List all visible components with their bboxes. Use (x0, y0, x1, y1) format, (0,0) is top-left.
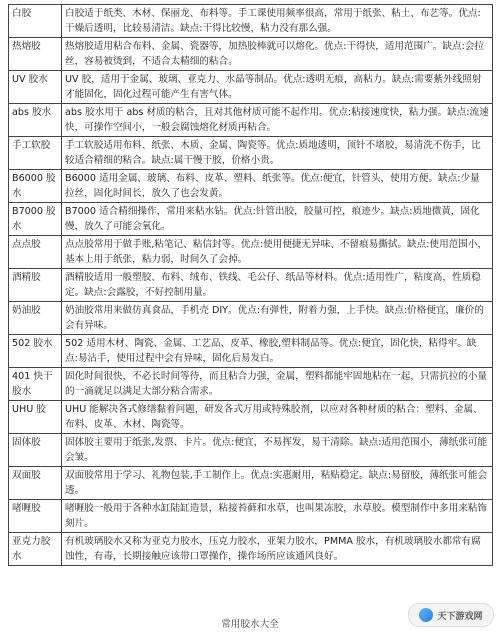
table-row (9, 401, 493, 434)
adhesive-name: 亚克力胶水 (9, 533, 62, 566)
site-watermark (408, 603, 494, 627)
table-row (9, 5, 493, 38)
adhesive-name: abs 胶水 (9, 104, 62, 137)
adhesive-name: 502 胶水 (9, 335, 62, 368)
table-row (9, 203, 493, 236)
adhesive-name: 奶油胶 (9, 302, 62, 335)
adhesive-description: 酒精胶适用一般塑胶、布料、绒布、铁线、毛公仔、纸品等材料。优点:适用性广，粘度高，性质稳定。缺点:会露胶，不好控制用量。 (62, 269, 493, 302)
adhesive-description: 502 适用木材、陶瓷、金属、工艺品、皮革、橡胶,塑料制品等。优点:便宜，固化快，粘得牢。缺点:易沾手，使用过程中会有异味，固化后易发白。 (62, 335, 493, 368)
adhesive-description: B7000 适合精细操作，常用来粘水钻。优点:针管出胶，胶量可控，痕迹少。缺点:质地微黄，固化慢，放久了可能会氧化。 (62, 203, 493, 236)
adhesive-name: 白胶 (9, 5, 62, 38)
table-row (9, 170, 493, 203)
adhesive-description: 固体胶主要用于纸张,发票、卡片。优点:便宜，不易挥发，易干清除。缺点:适用范围小，薄纸张可能会皱。 (62, 434, 493, 467)
adhesive-name: 啫喱胶 (9, 500, 62, 533)
adhesive-name: UV 胶水 (9, 71, 62, 104)
watermark-logo-icon (419, 608, 433, 622)
page-caption: 常用胶水大全 (221, 619, 279, 630)
table-row (9, 335, 493, 368)
table-row (9, 71, 493, 104)
adhesive-table-container (8, 4, 492, 566)
adhesive-description: 奶油胶常用来做仿真食品，手机壳 DIY。优点:有弹性，附着力强，上手快。缺点:价格便宜，廉价的会有异味。 (62, 302, 493, 335)
table-row (9, 434, 493, 467)
table-row (9, 533, 493, 566)
adhesive-table-body (9, 5, 493, 566)
adhesive-name: 401 快干胶水 (9, 368, 62, 401)
adhesive-description: 啫喱胶一般用于各种水缸陆缸造景，粘接苔藓和水草，也叫果冻胶，水草胶。模型制作中多用来粘饰刻片。 (62, 500, 493, 533)
watermark-text: 天下游戏网 (437, 611, 483, 622)
adhesive-description: 热熔胶适用粘合布料、金属、瓷器等，加热胶棒就可以熔化。优点:干得快，适用范围广。缺点:会拉丝，容易被烫到，不适合太精细的粘合。 (62, 38, 493, 71)
adhesive-name: 点点胶 (9, 236, 62, 269)
table-row (9, 269, 493, 302)
adhesive-name: 固体胶 (9, 434, 62, 467)
adhesive-table (8, 4, 493, 566)
adhesive-description: 白胶适于纸类、木材、保丽龙、布料等。手工课使用频率很高，常用于纸张、粘土、布艺等。优点:干燥后透明，比较易清洁。缺点:干得比较慢，粘力没有那么强。 (62, 5, 493, 38)
table-row (9, 137, 493, 170)
adhesive-description: UHU 能解决各式修缮黏着问题，研发各式万用或特殊胶剂，以应对各种材质的粘合：塑料、金属、布料、皮革、木材、陶瓷等。 (62, 401, 493, 434)
adhesive-description: 双面胶常用于学习、礼物包装,手工制作上。优点:实惠耐用，粘贴稳定。缺点:易留胶，薄纸张可能会透。 (62, 467, 493, 500)
adhesive-name: B6000 胶水 (9, 170, 62, 203)
adhesive-description: abs 胶水用于 abs 材质的粘合，且对其他材质可能不起作用。优点:粘接速度快，粘力强。缺点:流速快，可操作空间小，一般会腐蚀熔化材质再粘合。 (62, 104, 493, 137)
table-row (9, 467, 493, 500)
table-row (9, 104, 493, 137)
table-row (9, 500, 493, 533)
table-row (9, 38, 493, 71)
adhesive-description: 有机玻璃胶水又称为亚克力胶水，压克力胶水，亚架力胶水，PMMA 胶水，有机玻璃胶水都常有腐蚀性，有毒，长期接触应该带口罩操作，操作场所应该通风良好。 (62, 533, 493, 566)
adhesive-name: 双面胶 (9, 467, 62, 500)
adhesive-description: 固化时间很快，不必长时间等待，而且粘合力强，金属，塑料都能牢固地粘在一起，只需抗拉的小量的一滴就足以满足大部分粘合需求。 (62, 368, 493, 401)
adhesive-description: UV 胶，适用于金属、玻璃、亚克力、水晶等制品。优点:透明无痕，高粘力。缺点:需要紫外线照射才能固化，固化过程可能产生有害气体。 (62, 71, 493, 104)
adhesive-name: B7000 胶水 (9, 203, 62, 236)
adhesive-description: 手工软胶适用布料、纸张、木质、金属、陶瓷等。优点:质地透明，顶针不堵胶，易清洗不伤手，比较适合精细的粘合。缺点:属干慢干胶，价格小贵。 (62, 137, 493, 170)
table-row (9, 236, 493, 269)
adhesive-name: 手工软胶 (9, 137, 62, 170)
adhesive-description: 点点胶常用于做手账,粘笔记、粘信封等。优点:使用便捷无异味、不留痕易撕拭。缺点:使用范围小，基本上用于纸张，粘力弱，时间久了会掉。 (62, 236, 493, 269)
adhesive-name: 热熔胶 (9, 38, 62, 71)
table-row (9, 302, 493, 335)
adhesive-description: B6000 适用金属、玻璃、布料、皮革、塑料、纸张等。优点:便宜，针管头，使用方便。缺点:少量拉丝，固化时间长，放久了也会发黄。 (62, 170, 493, 203)
adhesive-name: UHU 胶 (9, 401, 62, 434)
table-row (9, 368, 493, 401)
adhesive-name: 酒精胶 (9, 269, 62, 302)
